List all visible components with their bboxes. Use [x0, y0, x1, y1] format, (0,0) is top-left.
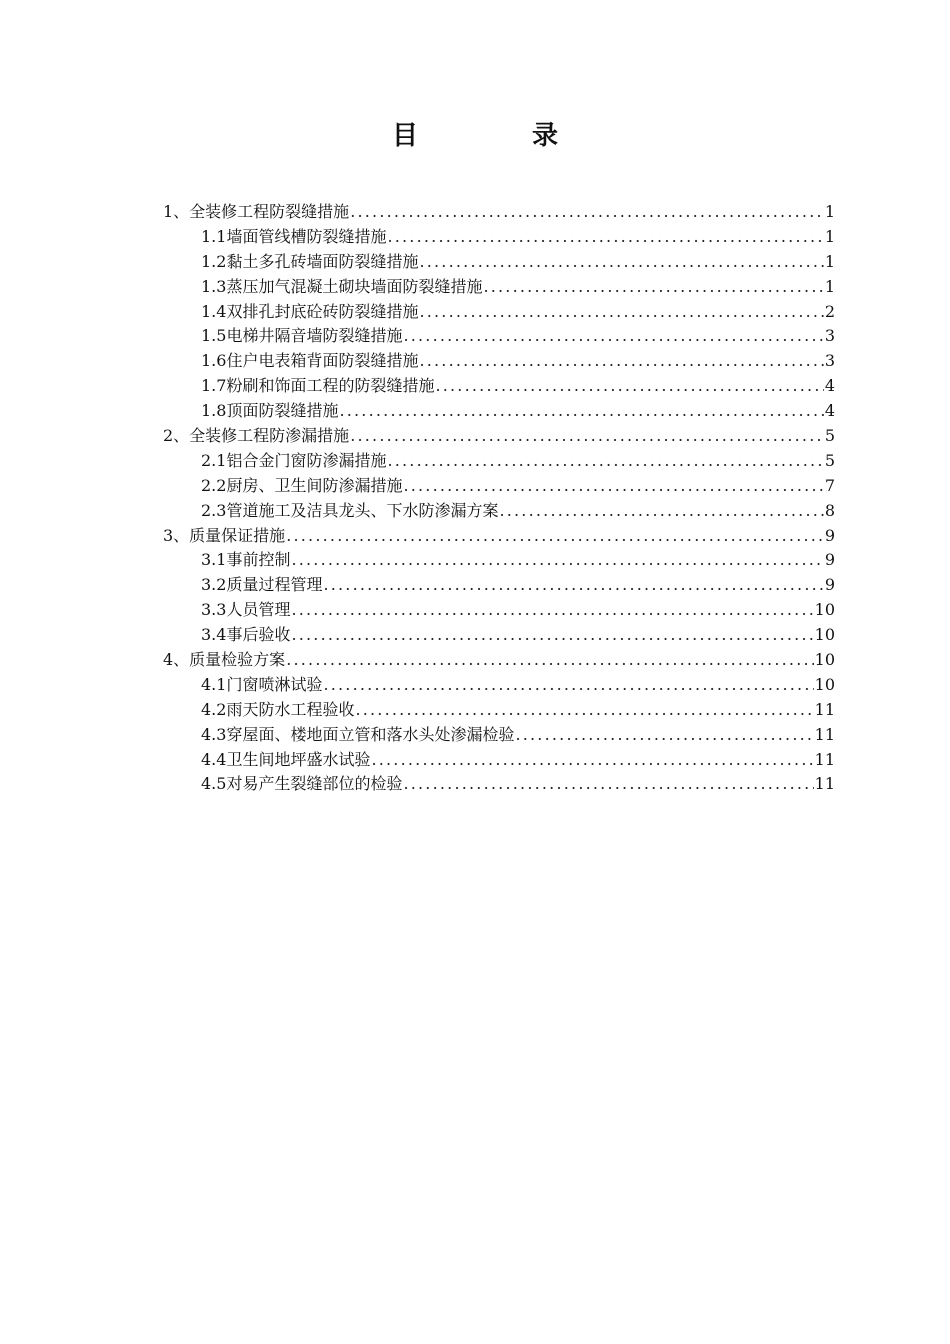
toc-page-number: 10	[814, 650, 835, 670]
toc-page-number: 1	[824, 251, 835, 271]
toc-page-number: 9	[824, 575, 835, 595]
toc-entry[interactable]	[163, 324, 835, 349]
toc-page-number: 1	[824, 226, 835, 246]
toc-entry-text: 3.4事后验收	[201, 625, 291, 645]
toc-dot-leader	[291, 623, 813, 648]
toc-dot-leader	[286, 648, 813, 673]
toc-dot-leader	[286, 524, 824, 549]
toc-page-number: 11	[814, 699, 835, 719]
toc-entry-text: 4、质量检验方案	[163, 650, 286, 670]
toc-dot-leader	[419, 349, 823, 374]
toc-entry[interactable]	[163, 399, 835, 424]
toc-dot-leader	[403, 324, 823, 349]
toc-entry-text: 4.5对易产生裂缝部位的检验	[201, 774, 403, 794]
toc-entry-text: 2.1铝合金门窗防渗漏措施	[201, 450, 387, 470]
toc-page-number: 9	[824, 550, 835, 570]
toc-entry[interactable]	[163, 648, 835, 673]
toc-entry[interactable]	[163, 225, 835, 250]
toc-page-number: 1	[824, 276, 835, 296]
toc-entry[interactable]	[163, 673, 835, 698]
toc-page-number: 3	[824, 351, 835, 371]
toc-entry-text: 4.2雨天防水工程验收	[201, 699, 355, 719]
toc-entry[interactable]	[163, 250, 835, 275]
toc-entry-text: 4.3穿屋面、楼地面立管和落水头处渗漏检验	[201, 724, 515, 744]
toc-entry-text: 2.2厨房、卫生间防渗漏措施	[201, 475, 403, 495]
toc-page-number: 11	[814, 749, 835, 769]
toc-entry[interactable]	[163, 275, 835, 300]
toc-dot-leader	[350, 200, 824, 225]
toc-entry[interactable]	[163, 623, 835, 648]
toc-dot-leader	[350, 424, 824, 449]
toc-dot-leader	[387, 225, 823, 250]
toc-entry-text: 1.5电梯井隔音墙防裂缝措施	[201, 326, 403, 346]
toc-entry[interactable]	[163, 524, 835, 549]
toc-page-number: 3	[824, 326, 835, 346]
toc-entry[interactable]	[163, 349, 835, 374]
toc-dot-leader	[403, 474, 823, 499]
toc-dot-leader	[339, 399, 823, 424]
toc-entry[interactable]	[163, 374, 835, 399]
toc-dot-leader	[323, 673, 813, 698]
toc-entry-text: 1.1墙面管线槽防裂缝措施	[201, 226, 387, 246]
toc-page-number: 5	[824, 426, 835, 446]
toc-page-number: 5	[824, 450, 835, 470]
toc-page-number: 4	[824, 376, 835, 396]
toc-entry[interactable]	[163, 548, 835, 573]
toc-page-number: 9	[824, 525, 835, 545]
toc-entry[interactable]	[163, 573, 835, 598]
toc-entry-text: 2、全装修工程防渗漏措施	[163, 426, 350, 446]
toc-page-number: 2	[824, 301, 835, 321]
toc-entry-text: 3.2质量过程管理	[201, 575, 323, 595]
toc-dot-leader	[483, 275, 823, 300]
toc-entry-text: 4.1门窗喷淋试验	[201, 674, 323, 694]
toc-entry-text: 1.6住户电表箱背面防裂缝措施	[201, 351, 419, 371]
toc-entry-text: 1.2黏土多孔砖墙面防裂缝措施	[201, 251, 419, 271]
toc-entry[interactable]	[163, 300, 835, 325]
toc-entry[interactable]	[163, 499, 835, 524]
toc-entry-text: 2.3管道施工及洁具龙头、下水防渗漏方案	[201, 500, 499, 520]
toc-page-number: 8	[824, 500, 835, 520]
toc-page-number: 11	[814, 724, 835, 744]
toc-entry-text: 3.1事前控制	[201, 550, 291, 570]
toc-page-number: 10	[814, 674, 835, 694]
toc-entry-text: 1、全装修工程防裂缝措施	[163, 202, 350, 221]
toc-page-number: 10	[814, 625, 835, 645]
toc-entry[interactable]	[163, 772, 835, 797]
toc-dot-leader	[435, 374, 823, 399]
toc-entry-text: 1.4双排孔封底砼砖防裂缝措施	[201, 301, 419, 321]
toc-page-number: 10	[814, 600, 835, 620]
toc-dot-leader	[355, 698, 813, 723]
toc-page-number: 7	[824, 475, 835, 495]
toc-entry-text: 3、质量保证措施	[163, 525, 286, 545]
toc-entry-text: 1.8顶面防裂缝措施	[201, 401, 339, 421]
toc-entry[interactable]	[163, 474, 835, 499]
toc-page-number: 11	[814, 774, 835, 794]
toc-dot-leader	[371, 748, 813, 773]
toc-dot-leader	[515, 723, 813, 748]
toc-entry-text: 4.4卫生间地坪盛水试验	[201, 749, 371, 769]
toc-dot-leader	[323, 573, 823, 598]
toc-entry[interactable]	[163, 723, 835, 748]
page-title: 目 录	[391, 121, 602, 151]
toc-dot-leader	[291, 548, 823, 573]
toc-entry[interactable]	[163, 424, 835, 449]
toc-entry-text: 3.3人员管理	[201, 600, 291, 620]
toc-page-number: 4	[824, 401, 835, 421]
toc-dot-leader	[291, 598, 813, 623]
toc-dot-leader	[403, 772, 813, 797]
toc-entry[interactable]	[163, 449, 835, 474]
toc-entry[interactable]	[163, 748, 835, 773]
toc-entry-text: 1.3蒸压加气混凝土砌块墙面防裂缝措施	[201, 276, 483, 296]
toc-dot-leader	[499, 499, 823, 524]
toc-page-number: 1	[824, 202, 835, 221]
toc-entry[interactable]	[163, 598, 835, 623]
toc-entry[interactable]	[163, 698, 835, 723]
table-of-contents	[163, 200, 835, 797]
toc-entry-text: 1.7粉刷和饰面工程的防裂缝措施	[201, 376, 435, 396]
toc-dot-leader	[419, 300, 823, 325]
toc-dot-leader	[419, 250, 823, 275]
toc-entry[interactable]	[163, 200, 835, 225]
toc-dot-leader	[387, 449, 823, 474]
